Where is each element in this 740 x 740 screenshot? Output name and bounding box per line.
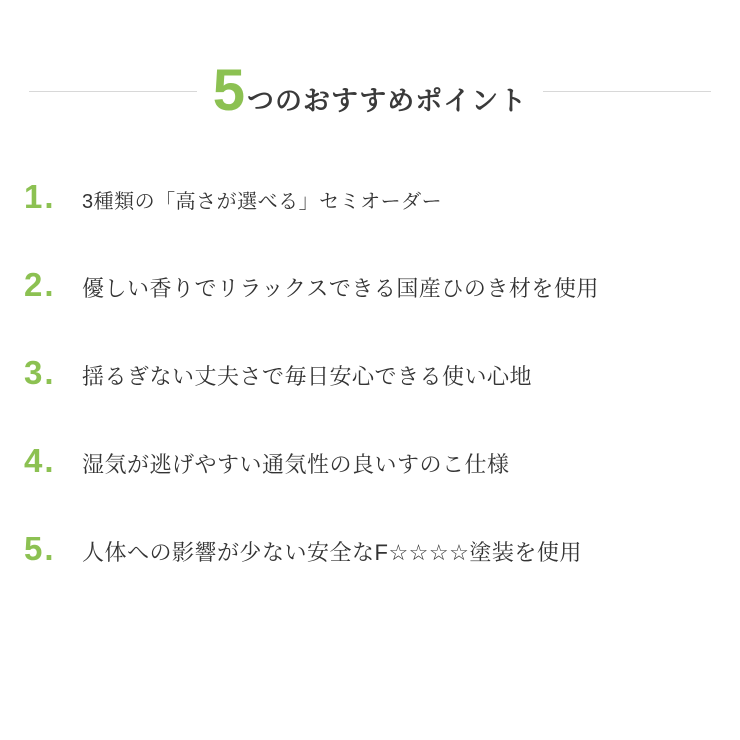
list-item-text: 湿気が逃げやすい通気性の良いすのこ仕様: [82, 452, 510, 477]
page-heading: [0, 58, 740, 123]
list-item: [18, 268, 722, 356]
list-item-number: 1.: [24, 178, 56, 215]
list-item-number: 5.: [24, 530, 56, 567]
list-item-number: 3.: [24, 354, 56, 391]
list-item-number: 2.: [24, 266, 56, 303]
list-item-text: 3種類の「高さが選べる」セミオーダー: [82, 191, 443, 213]
list-item: [18, 444, 722, 532]
heading-rule-right: [543, 91, 711, 92]
heading-text: [212, 58, 528, 123]
heading-rule-left: [29, 91, 197, 92]
list-item: [18, 532, 722, 620]
list-item: [18, 356, 722, 444]
list-item-number: 4.: [24, 442, 56, 479]
points-list: [18, 180, 722, 620]
list-item-text: 揺るぎない丈夫さで毎日安心できる使い心地: [82, 364, 533, 389]
list-item-text: 優しい香りでリラックスできる国産ひのき材を使用: [82, 276, 599, 301]
heading-number: 5: [212, 58, 245, 123]
list-item-text: 人体への影響が少ない安全なF☆☆☆☆塗装を使用: [82, 540, 582, 565]
list-item: [18, 180, 722, 268]
heading-label: つのおすすめポイント: [246, 86, 528, 116]
